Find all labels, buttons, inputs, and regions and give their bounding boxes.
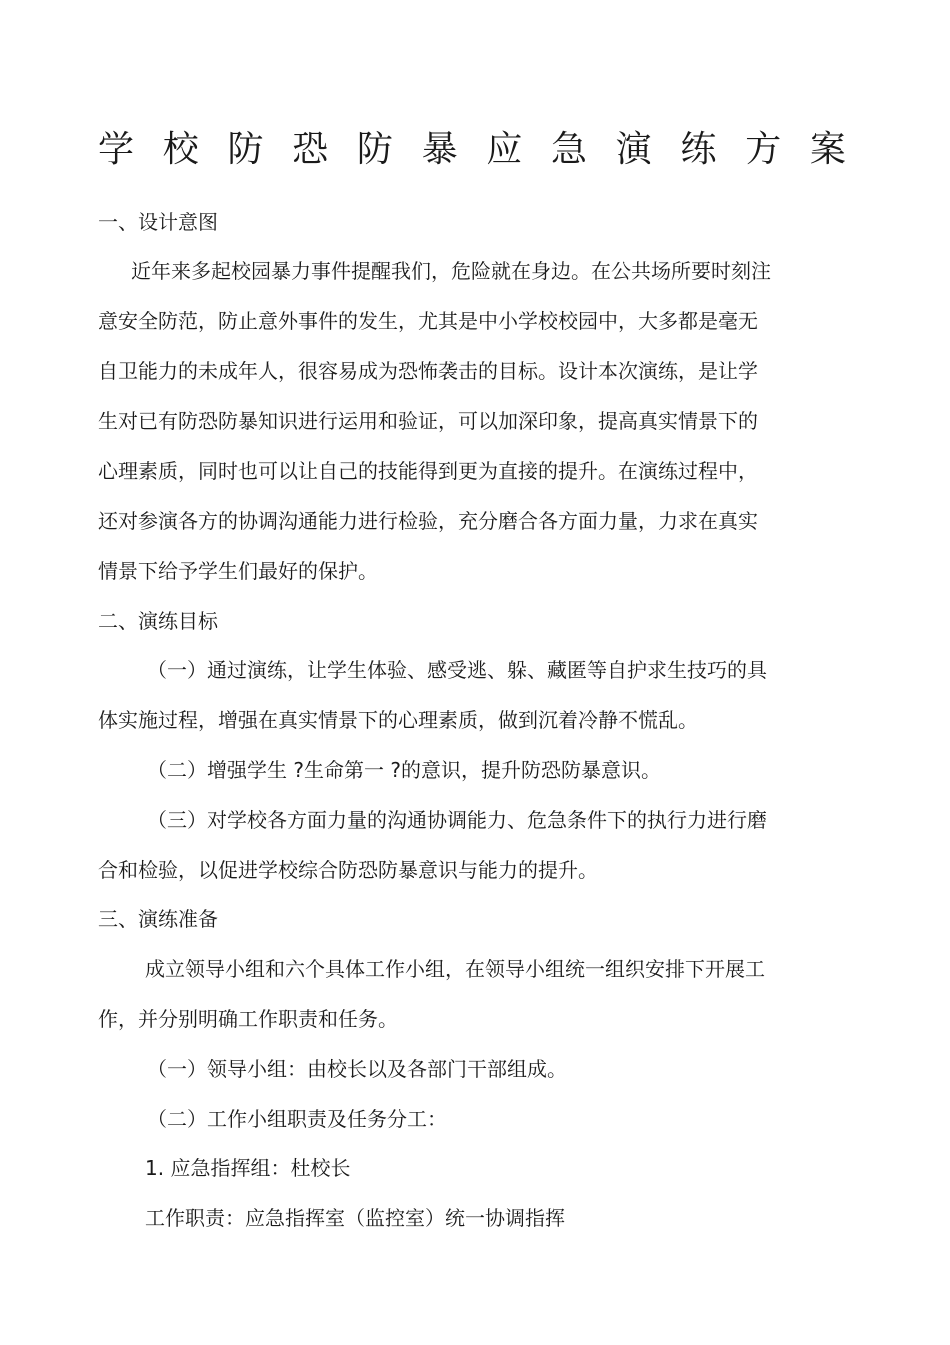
title-char: 校 — [162, 129, 199, 170]
paragraph-line: 还对参演各方的协调沟通能力进行检验，充分磨合各方面力量，力求在真实 — [98, 509, 758, 533]
paragraph-line: 情景下给予学生们最好的保护。 — [98, 559, 378, 583]
prep-item-line: （二）工作小组职责及任务分工： — [147, 1107, 447, 1131]
title-char: 练 — [680, 129, 717, 170]
title-char: 防 — [227, 129, 264, 170]
goal-item-line: （一）通过演练，让学生体验、感受逃、躲、藏匿等自护求生技巧的具 — [147, 658, 767, 682]
title-char: 急 — [551, 129, 588, 170]
section-heading-design-intent: 一、设计意图 — [98, 210, 218, 234]
paragraph-line: 近年来多起校园暴力事件提醒我们，危险就在身边。在公共场所要时刻注 — [131, 259, 771, 283]
title-char: 学 — [98, 129, 135, 170]
goal-item-line: （三）对学校各方面力量的沟通协调能力、危急条件下的执行力进行磨 — [147, 808, 767, 832]
group-line: 1. 应急指挥组：杜校长 — [145, 1156, 351, 1180]
title-char: 应 — [486, 129, 523, 170]
section-heading-drill-goals: 二、演练目标 — [98, 609, 218, 633]
group-duty-line: 工作职责：应急指挥室（监控室）统一协调指挥 — [145, 1206, 565, 1230]
title-char: 防 — [356, 129, 393, 170]
title-char: 演 — [615, 129, 652, 170]
paragraph-line: 意安全防范，防止意外事件的发生，尤其是中小学校校园中，大多都是毫无 — [98, 309, 758, 333]
title-char: 恐 — [292, 129, 329, 170]
goal-item-line: 体实施过程，增强在真实情景下的心理素质，做到沉着冷静不慌乱。 — [98, 708, 698, 732]
paragraph-line: 成立领导小组和六个具体工作小组，在领导小组统一组织安排下开展工 — [145, 957, 765, 981]
title-char: 方 — [745, 129, 782, 170]
title-char: 暴 — [421, 129, 458, 170]
section-heading-drill-preparation: 三、演练准备 — [98, 907, 218, 931]
goal-item-line: （二）增强学生 ?生命第一 ?的意识，提升防恐防暴意识。 — [147, 758, 661, 782]
paragraph-line: 心理素质，同时也可以让自己的技能得到更为直接的提升。在演练过程中， — [98, 459, 758, 483]
prep-item-line: （一）领导小组：由校长以及各部门干部组成。 — [147, 1057, 567, 1081]
paragraph-line: 生对已有防恐防暴知识进行运用和验证，可以加深印象，提高真实情景下的 — [98, 409, 758, 433]
title-char: 案 — [809, 129, 846, 170]
paragraph-line: 作，并分别明确工作职责和任务。 — [98, 1007, 398, 1031]
paragraph-line: 自卫能力的未成年人，很容易成为恐怖袭击的目标。设计本次演练，是让学 — [98, 359, 758, 383]
document-title — [98, 126, 846, 174]
goal-item-line: 合和检验，以促进学校综合防恐防暴意识与能力的提升。 — [98, 858, 598, 882]
